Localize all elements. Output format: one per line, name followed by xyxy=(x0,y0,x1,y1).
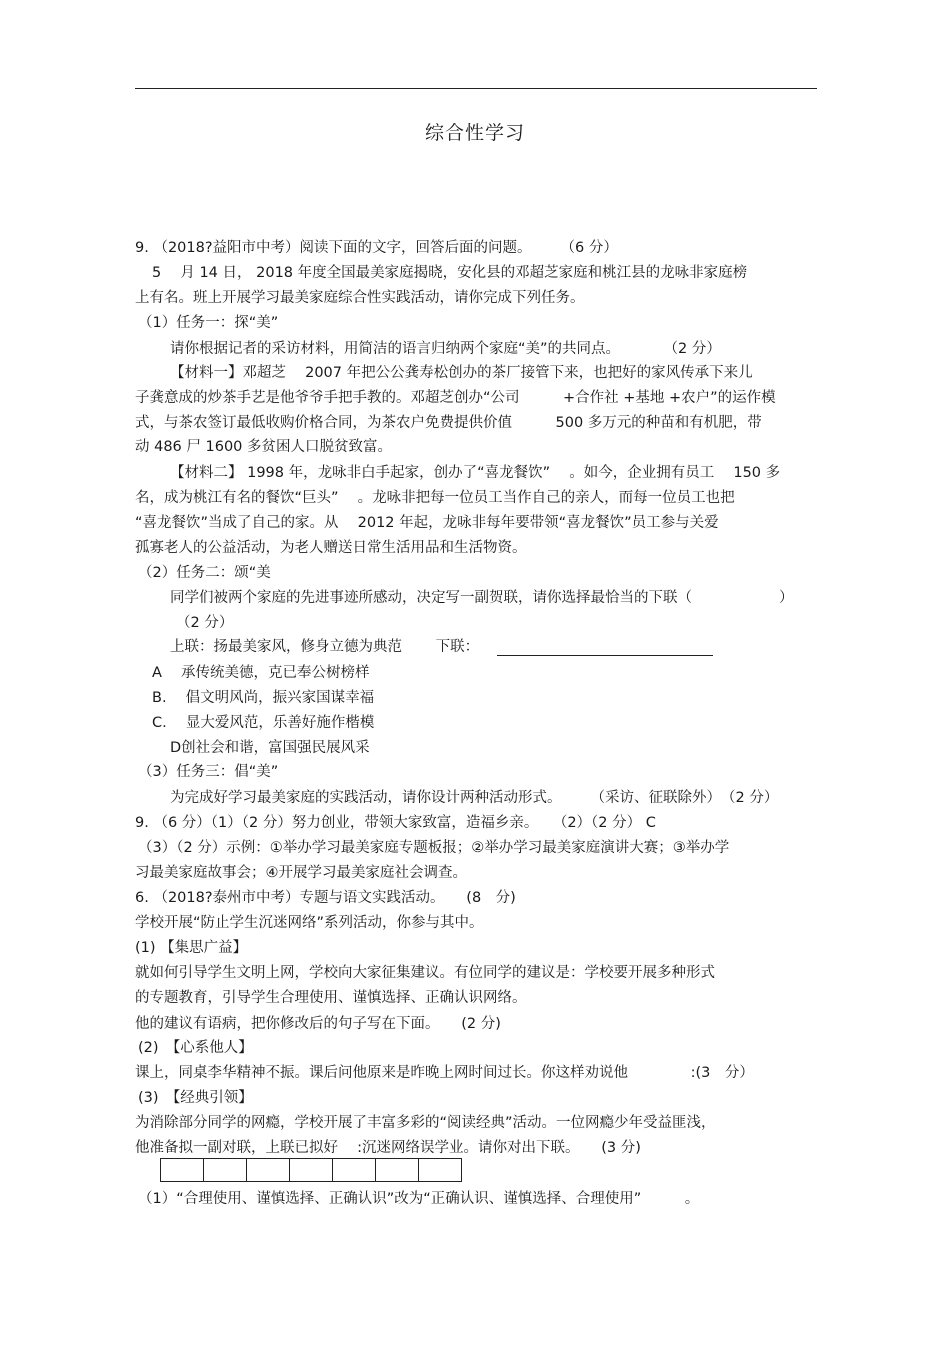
text-line: 9. （2018?益阳市中考）阅读下面的文字，回答后面的问题。 （6 分） xyxy=(135,240,618,256)
text-line: 学校开展“防止学生沉迷网络”系列活动，你参与其中。 xyxy=(135,915,484,931)
text-line: （1）“合理使用、谨慎选择、正确认识”改为“正确认识、谨慎选择、合理使用” 。 xyxy=(138,1191,700,1207)
text-line: (1) 【集思广益】 xyxy=(135,940,248,956)
answer-box[interactable] xyxy=(332,1158,376,1182)
answer-boxes xyxy=(160,1158,461,1182)
text-line: 【材料一】邓超芝 2007 年把公公龚寿松创办的茶厂接管下来，也把好的家风传承下来儿 xyxy=(170,365,753,381)
answer-box[interactable] xyxy=(246,1158,290,1182)
text-line: （2）任务二：颂“美 xyxy=(138,565,271,581)
text-line: 6. （2018?泰州市中考）专题与语文实践活动。 (8 分) xyxy=(135,890,516,906)
option-b: B. 倡文明风尚，振兴家国谋幸福 xyxy=(152,690,375,706)
option-c: C. 显大爱风范，乐善好施作楷模 xyxy=(152,715,375,731)
top-rule xyxy=(135,88,817,89)
text-line: 式，与茶农签订最低收购价格合同，为茶农户免费提供价值 500 多万元的种苗和有机肥，带 xyxy=(135,415,762,431)
text-line: “喜龙餐饮”当成了自己的家。从 2012 年起，龙咏非每年要带领“喜龙餐饮”员工参与关爱 xyxy=(135,515,719,531)
text-line: 同学们被两个家庭的先进事迹所感动，决定写一副贺联，请你选择最恰当的下联（ ） xyxy=(170,590,794,606)
page-title: 综合性学习 xyxy=(424,122,525,144)
text-line: 9. （6 分）（1）（2 分）努力创业，带领大家致富，造福乡亲。 （2）（2 分） C xyxy=(135,815,656,831)
text-line: （3）任务三：倡“美” xyxy=(138,764,279,780)
answer-box[interactable] xyxy=(160,1158,204,1182)
text-line: 就如何引导学生文明上网，学校向大家征集建议。有位同学的建议是：学校要开展多种形式 xyxy=(135,965,715,981)
text-line: 请你根据记者的采访材料，用简洁的语言归纳两个家庭“美”的共同点。 （2 分） xyxy=(170,341,721,357)
text-line: 他准备拟一副对联，上联已拟好 :沉迷网络误学业。请你对出下联。 (3 分) xyxy=(135,1140,641,1156)
text-line: 【材料二】 1998 年，龙咏非白手起家，创办了“喜龙餐饮” 。如今，企业拥有员工 150 多 xyxy=(170,465,781,481)
text-line: （2 分） xyxy=(176,615,234,631)
text-line: 孤寡老人的公益活动，为老人赠送日常生活用品和生活物资。 xyxy=(135,540,527,556)
text-line: 为完成好学习最美家庭的实践活动，请你设计两种活动形式。 （采访、征联除外） （2 分） xyxy=(170,790,779,806)
answer-box[interactable] xyxy=(203,1158,247,1182)
text-line: 上有名。班上开展学习最美家庭综合性实践活动，请你完成下列任务。 xyxy=(135,290,585,306)
option-d: D创社会和谐，富国强民展风采 xyxy=(170,740,370,756)
option-a: A 承传统美德，克已奉公树榜样 xyxy=(152,665,370,681)
text-line: (2) 【心系他人】 xyxy=(138,1040,253,1056)
text-line: （3）（2 分）示例：①举办学习最美家庭专题板报；②举办学习最美家庭演讲大赛；③举办学 xyxy=(138,840,730,856)
text-line: (3) 【经典引领】 xyxy=(138,1090,253,1106)
answer-box[interactable] xyxy=(418,1158,462,1182)
text-line: 5 月 14 日， 2018 年度全国最美家庭揭晓，安化县的邓超芝家庭和桃江县的龙咏非家庭榜 xyxy=(152,265,748,281)
text-line: 上联：扬最美家风，修身立德为典范 下联： xyxy=(170,639,480,655)
text-line: 子龚意成的炒茶手艺是他爷爷手把手教的。邓超芝创办“公司 +合作社 +基地 +农户”的运作模 xyxy=(135,390,776,406)
answer-box[interactable] xyxy=(289,1158,333,1182)
text-line: 名，成为桃江有名的餐饮“巨头” 。龙咏非把每一位员工当作自己的亲人，而每一位员工也把 xyxy=(135,490,735,506)
text-line: 他的建议有语病，把你修改后的句子写在下面。 (2 分) xyxy=(135,1016,501,1032)
text-line: 习最美家庭故事会；④开展学习最美家庭社会调查。 xyxy=(135,865,467,881)
answer-box[interactable] xyxy=(375,1158,419,1182)
text-line: （1）任务一：探“美” xyxy=(138,315,279,331)
text-line: 的专题教育，引导学生合理使用、谨慎选择、正确认识网络。 xyxy=(135,990,527,1006)
answer-blank-line xyxy=(497,655,713,656)
text-line: 为消除部分同学的网瘾，学校开展了丰富多彩的“阅读经典”活动。一位网瘾少年受益匪浅， xyxy=(135,1115,716,1131)
text-line: 课上，同桌李华精神不振。课后问他原来是昨晚上网时间过长。你这样劝说他 :(3 分） xyxy=(135,1065,754,1081)
text-line: 动 486 尸 1600 多贫困人口脱贫致富。 xyxy=(135,439,393,455)
